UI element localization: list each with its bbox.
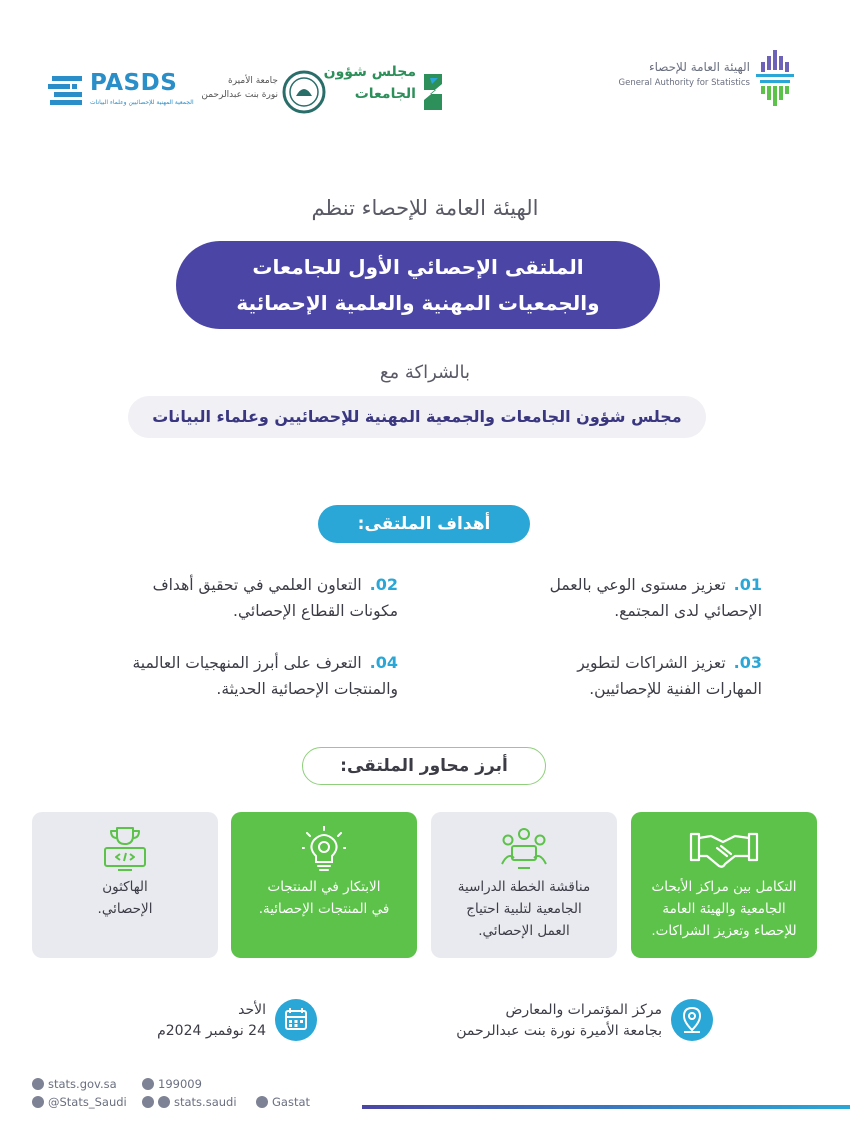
organizer-line: الهيئة العامة للإحصاء تنظم <box>311 196 539 220</box>
instagram-icon <box>142 1096 154 1108</box>
goal-line1: تعزيز الشراكات لتطوير <box>577 654 726 672</box>
footer-phone[interactable] <box>142 1077 202 1091</box>
handshake-icon <box>631 826 817 872</box>
pnu-seal-icon <box>282 70 326 114</box>
card-line1: الهاكثون <box>102 879 148 895</box>
website-text: stats.gov.sa <box>48 1077 117 1091</box>
card-line3: العمل الإحصائي. <box>478 923 570 939</box>
goal-number: 03. <box>733 653 762 672</box>
location-icon <box>670 998 714 1046</box>
linkedin-text: Gastat <box>272 1095 311 1109</box>
footer-social[interactable] <box>142 1095 237 1109</box>
card-line2: في المنتجات الإحصائية. <box>258 901 390 917</box>
goals-title: أهداف الملتقى: <box>318 505 530 543</box>
lightbulb-gear-icon <box>231 826 417 872</box>
goal-item <box>68 572 398 624</box>
card-line1: الابتكار في المنتجات <box>267 879 381 895</box>
event-date <box>100 1000 266 1042</box>
goal-line1: تعزيز مستوى الوعي بالعمل <box>549 576 726 594</box>
gastat-logo-arabic: الهيئة العامة للإحصاء <box>648 60 750 74</box>
event-title <box>176 241 660 329</box>
twitter-text: @Stats_Saudi <box>48 1095 127 1109</box>
pasds-logo-name: PASDS <box>90 70 178 96</box>
event-location <box>430 1000 662 1042</box>
goal-line2: الإحصائي لدى المجتمع. <box>614 602 762 620</box>
goal-line2: والمنتجات الإحصائية الحديثة. <box>216 680 398 698</box>
facebook-icon <box>158 1096 170 1108</box>
card-line1: التكامل بين مراكز الأبحاث <box>651 879 797 895</box>
event-day: الأحد <box>238 1002 266 1018</box>
footer-website[interactable] <box>32 1077 117 1091</box>
axis-card-hackathon <box>32 812 218 958</box>
pasds-emblem-icon <box>48 74 86 108</box>
hackathon-trophy-icon <box>32 826 218 872</box>
goal-line1: التعاون العلمي في تحقيق أهداف <box>152 576 362 594</box>
goal-number: 01. <box>733 575 762 594</box>
event-date-value: 24 نوفمبر 2024م <box>157 1023 266 1039</box>
goal-line2: المهارات الفنية للإحصائيين. <box>589 680 762 698</box>
phone-icon <box>142 1078 154 1090</box>
footer-divider <box>362 1105 850 1109</box>
pnu-logo <box>200 70 330 116</box>
gastat-logo-english: General Authority for Statistics <box>618 78 750 88</box>
council-logo <box>323 64 446 118</box>
goal-item <box>432 572 762 624</box>
pasds-logo-sub: الجمعية المهنية للإحصائيين وعلماء البيانات <box>90 99 194 106</box>
axis-card-curriculum <box>431 812 617 958</box>
card-line2: الإحصائي. <box>97 901 153 917</box>
x-twitter-icon <box>32 1096 44 1108</box>
council-emblem-icon <box>420 70 446 114</box>
footer-twitter[interactable] <box>32 1095 127 1109</box>
partner-name: مجلس شؤون الجامعات والجمعية المهنية للإحصائيين وعلماء البيانات <box>128 396 706 438</box>
pnu-logo-line1: جامعة الأميرة <box>227 76 278 86</box>
location-line1: مركز المؤتمرات والمعارض <box>505 1002 662 1018</box>
globe-icon <box>32 1078 44 1090</box>
linkedin-icon <box>256 1096 268 1108</box>
gastat-logo <box>612 46 812 116</box>
axis-card-integration <box>631 812 817 958</box>
card-line2: الجامعية والهيئة العامة <box>662 901 786 917</box>
axis-card-innovation <box>231 812 417 958</box>
card-line3: للإحصاء وتعزيز الشراكات. <box>651 923 797 939</box>
axes-title: أبرز محاور الملتقى: <box>302 747 546 785</box>
card-line2: الجامعية لتلبية احتياج <box>466 901 582 917</box>
goal-number: 04. <box>369 653 398 672</box>
pasds-logo <box>48 70 198 114</box>
goal-item <box>432 650 762 702</box>
footer-linkedin[interactable] <box>256 1095 310 1109</box>
team-meeting-icon <box>431 826 617 872</box>
calendar-icon <box>274 998 318 1046</box>
goal-item <box>68 650 398 702</box>
council-logo-line1: مجلس شؤون <box>323 64 416 80</box>
goal-line2: مكونات القطاع الإحصائي. <box>233 602 398 620</box>
card-line1: مناقشة الخطة الدراسية <box>457 879 591 895</box>
event-title-line2: والجمعيات المهنية والعلمية الإحصائية <box>236 291 600 315</box>
location-line2: بجامعة الأميرة نورة بنت عبدالرحمن <box>456 1023 662 1039</box>
social-text: stats.saudi <box>174 1095 237 1109</box>
council-logo-line2: الجامعات <box>354 86 416 102</box>
partner-label: بالشراكة مع <box>379 362 471 383</box>
goal-line1: التعرف على أبرز المنهجيات العالمية <box>132 654 362 672</box>
event-title-line1: الملتقى الإحصائي الأول للجامعات <box>252 255 584 279</box>
gastat-emblem-icon <box>754 50 796 110</box>
goal-number: 02. <box>369 575 398 594</box>
phone-text: 199009 <box>158 1077 202 1091</box>
pnu-logo-line2: نورة بنت عبدالرحمن <box>201 90 278 100</box>
